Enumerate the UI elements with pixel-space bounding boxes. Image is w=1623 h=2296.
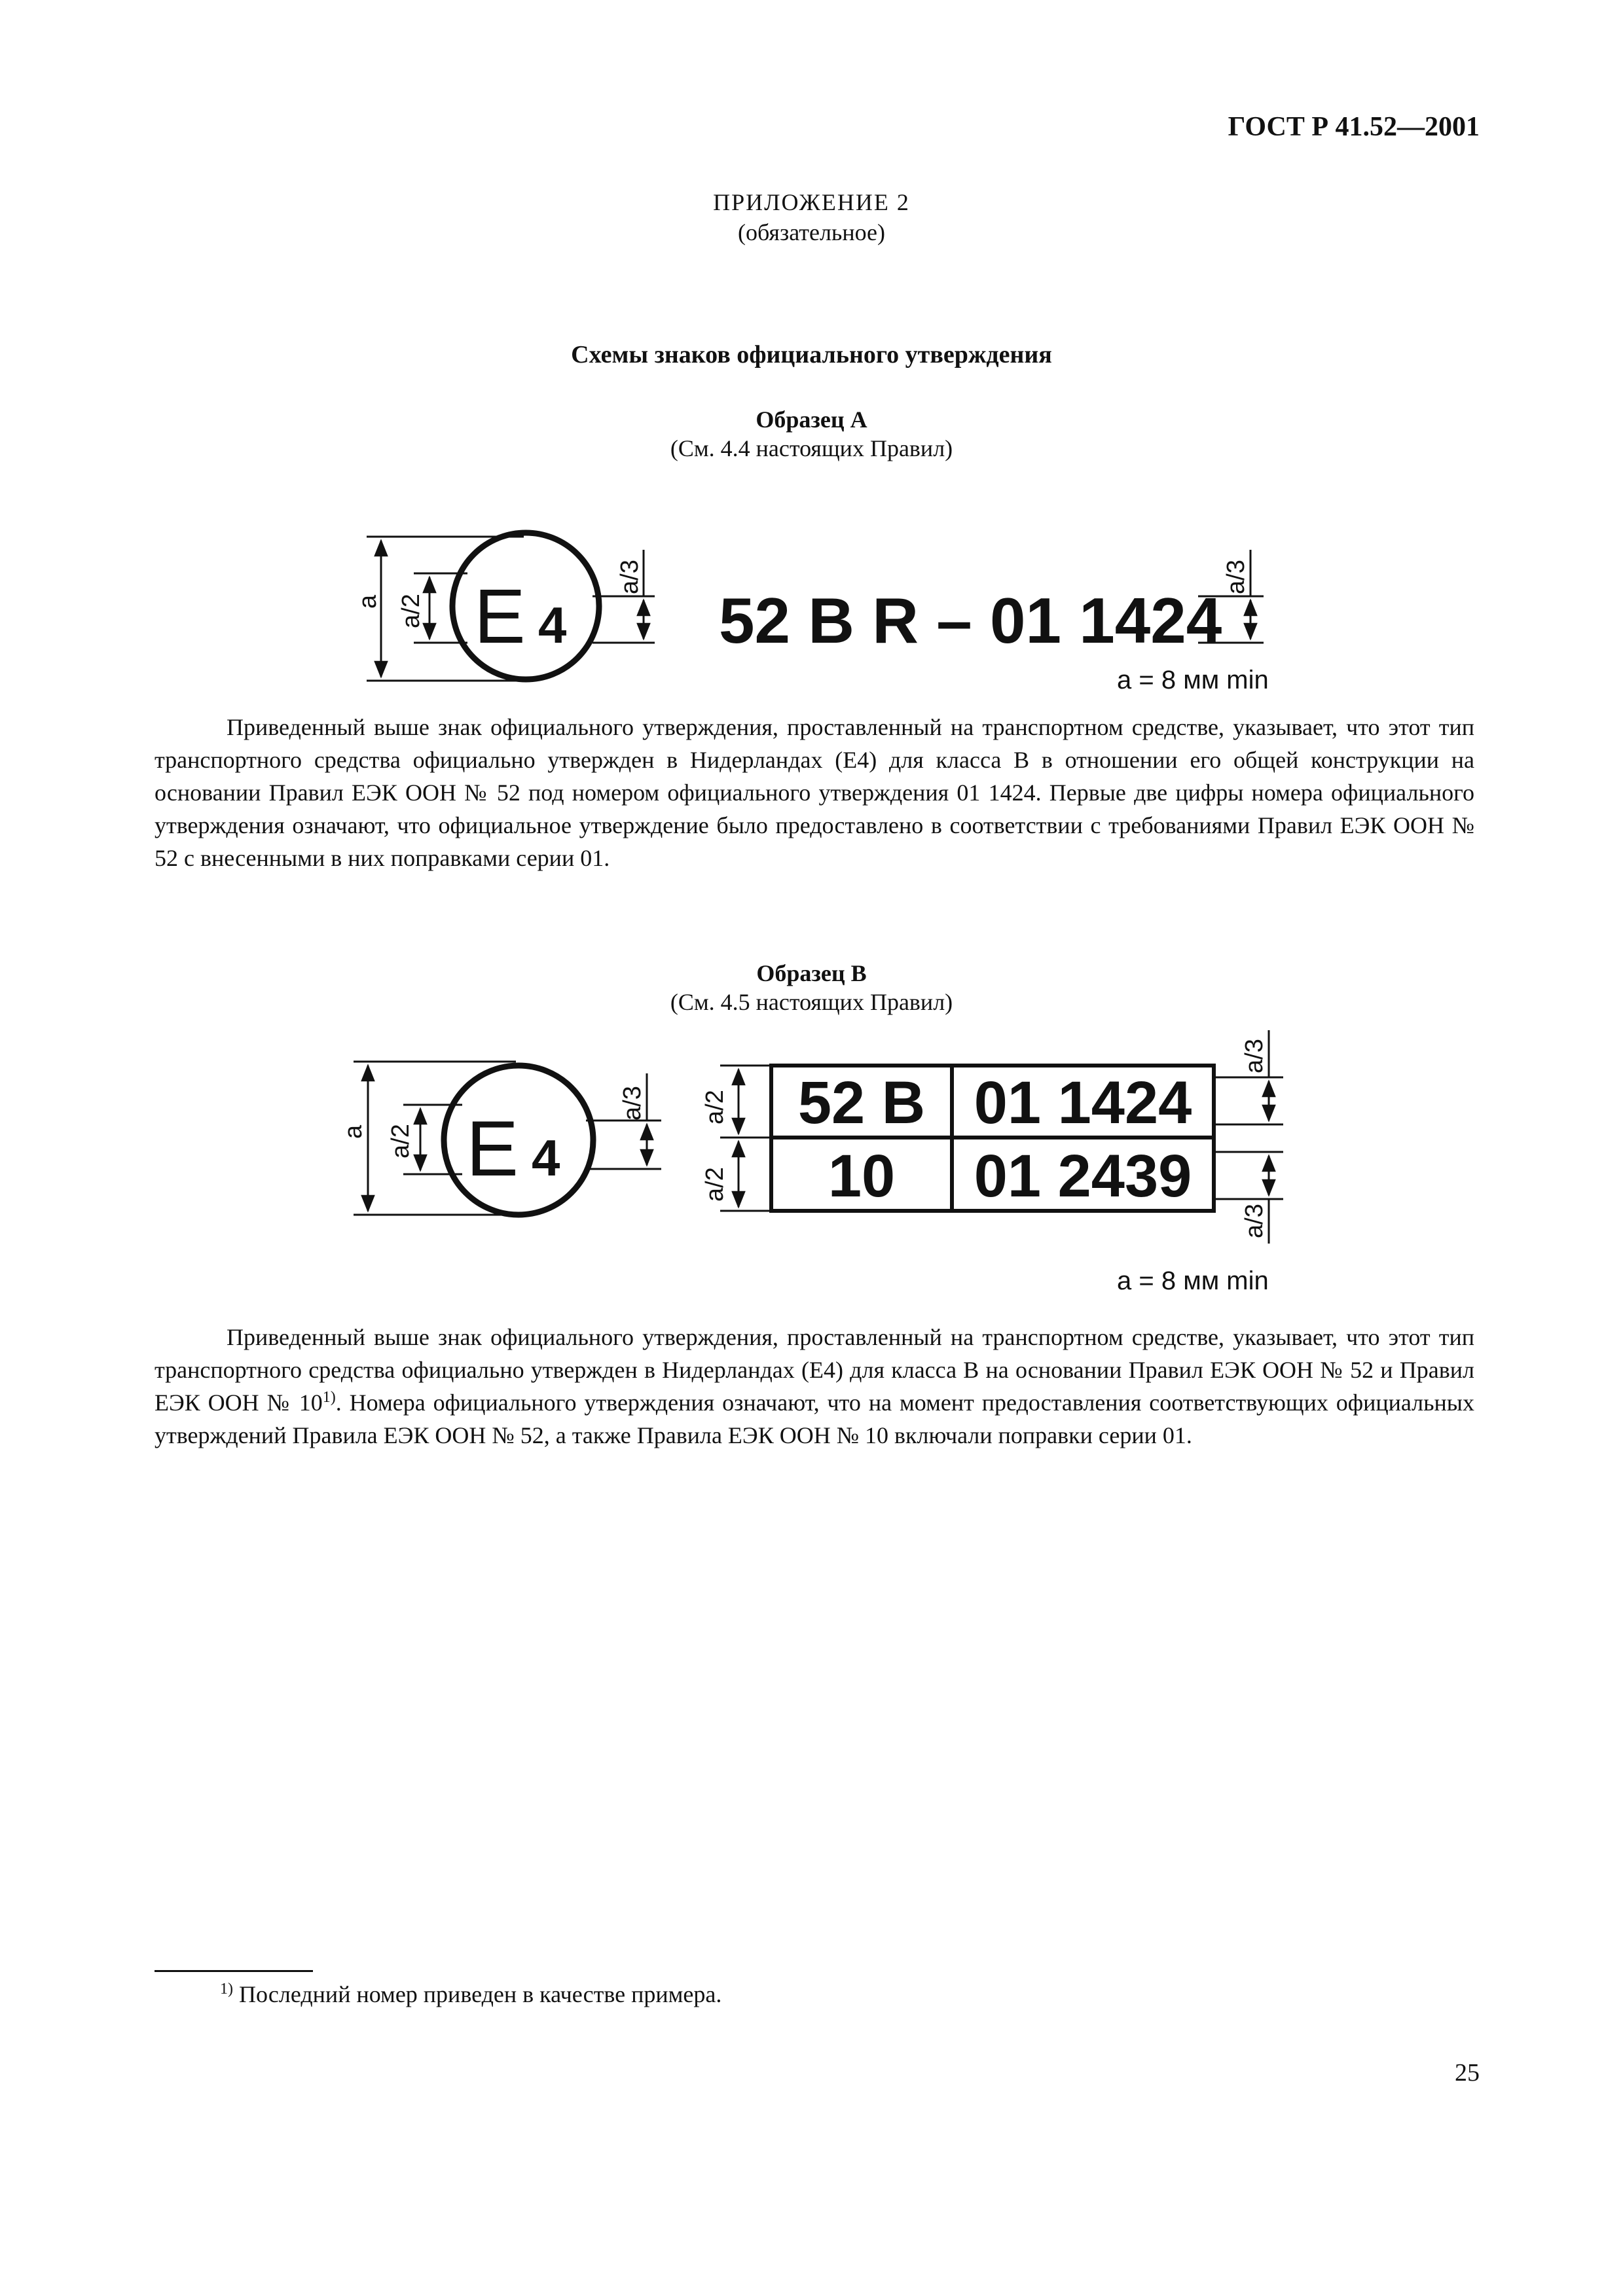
standard-code: ГОСТ Р 41.52—2001: [1228, 112, 1480, 142]
section-title: Схемы знаков официального утверждения: [571, 341, 1052, 368]
sample-a-description: [155, 711, 1474, 874]
sample-a-country-number: 4: [538, 596, 567, 654]
sample-b-country-letter: E: [466, 1105, 519, 1193]
sample-a-title: Образец А: [756, 406, 867, 433]
sample-b-size-note: a = 8 мм min: [1117, 1266, 1269, 1295]
sample-a-approval-code: 52 B R – 01 1424: [719, 584, 1222, 656]
sample-a-reference: (См. 4.4 настоящих Правил): [670, 435, 953, 461]
footnote-divider: [155, 1970, 313, 1972]
sample-b-description-part2: . Номера официального утверждения означают, что на момент предоставления соответствующих официальных утверждений Правила ЕЭК ООН № 52, а также Правила ЕЭК ООН № 10 включали поправки серии 01.: [155, 1390, 1474, 1448]
sample-a-code-dim-third-label: a/3: [1222, 560, 1250, 594]
sample-b-reference: (См. 4.5 настоящих Правил): [670, 989, 953, 1015]
sample-b-row2-dim-half-label: a/2: [701, 1167, 729, 1202]
sample-b-row1-dim-half-label: a/2: [701, 1090, 729, 1124]
footnote: [220, 1981, 721, 2008]
sample-b-dim-half-label: a/2: [387, 1124, 414, 1158]
sample-a-country-letter: E: [474, 573, 526, 660]
sample-b-country-number: 4: [532, 1129, 560, 1187]
sample-a-description-text: Приведенный выше знак официального утверждения, проставленный на транспортном средстве, указывает, что этот тип транспортного средства официально утвержден в Нидерландах (Е4) для класса В в отношении его общей конструкции на основании Правил ЕЭК ООН № 52 под номером официального утверждения 01 1424. Первые две цифры номера официального утверждения означают, что официальное утверждение было предоставлено в соответствии с требованиями Правил ЕЭК ООН № 52 с внесенными в них поправками серии 01.: [155, 714, 1474, 871]
sample-b-row1-number: 01 1424: [974, 1069, 1192, 1136]
sample-a-dim-third-label: a/3: [616, 560, 644, 594]
footnote-marker: 1): [220, 1981, 233, 1998]
page-number: 25: [1455, 2059, 1480, 2087]
sample-b-title: Образец В: [756, 960, 867, 986]
footnote-text: Последний номер приведен в качестве примера.: [239, 1981, 722, 2007]
sample-b-row2-number: 01 2439: [974, 1143, 1192, 1210]
sample-b-description-text: [155, 1321, 1474, 1452]
sample-b-row2-dim-third-label: a/3: [1241, 1204, 1268, 1238]
sample-b-description-part1: Приведенный выше знак официального утверждения, проставленный на транспортном средстве, указывает, что этот тип транспортного средства официально утвержден в Нидерландах (Е4) для класса В на основании Правил ЕЭК ООН № 52 и Правил ЕЭК ООН № 10: [155, 1324, 1474, 1416]
sample-b-row2-regulation: 10: [828, 1143, 896, 1210]
appendix-title: ПРИЛОЖЕНИЕ 2: [713, 189, 910, 215]
sample-b-row1-dim-third-label: a/3: [1241, 1039, 1268, 1073]
sample-b-description: [155, 1321, 1474, 1452]
sample-b-dim-a-label: a: [340, 1124, 367, 1139]
appendix-note: (обязательное): [738, 219, 885, 245]
footnote-reference[interactable]: 1): [322, 1389, 336, 1406]
sample-a-size-note: a = 8 мм min: [1117, 666, 1269, 694]
sample-b-dim-third-label: a/3: [619, 1086, 646, 1121]
sample-a-dim-half-label: a/2: [397, 594, 425, 628]
sample-b-row1-regulation: 52 B: [797, 1069, 926, 1136]
sample-a-dim-a-label: a: [354, 594, 382, 609]
